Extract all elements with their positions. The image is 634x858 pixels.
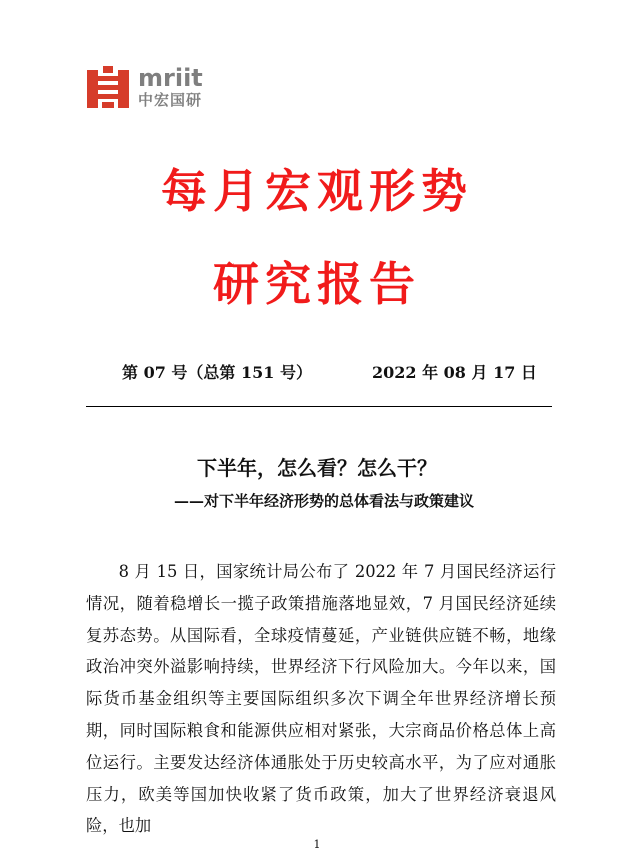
article-paragraph: 8 月 15 日，国家统计局公布了 2022 年 7 月国民经济运行情况，随着稳增长一揽子政策措施落地显效，7 月国民经济延续复苏态势。从国际看，全球疫情蔓延，产业链供应链不畅，地缘政治冲突外溢影响持续，世界经济下行风险加大。今年以来，国际货币基金组织等主要国际组织多次下调全年世界经济增长预期，同时国际粮食和能源供应相对紧张，大宗商品价格总体上高位运行。主要发达经济体通胀处于历史较高水平，为了应对通胀压力，欧美等国加快收紧了货币政策，加大了世界经济衰退风险，也加 bbox=[86, 562, 556, 836]
article-body bbox=[86, 556, 556, 842]
mriit-logo-mark-icon bbox=[86, 66, 130, 110]
article-subheading: ——对下半年经济形势的总体看法与政策建议 bbox=[173, 492, 474, 510]
page-number: 1 bbox=[313, 838, 321, 851]
article-heading: 下半年，怎么看？怎么干？ bbox=[197, 456, 437, 480]
issue-number: 第 07 号（总第 151 号） bbox=[122, 363, 312, 382]
report-title-line1: 每月宏观形势 bbox=[161, 164, 473, 218]
company-logo bbox=[86, 66, 226, 110]
issue-info bbox=[0, 362, 634, 384]
report-title-line2: 研究报告 bbox=[213, 257, 421, 311]
logo-brand-cn: 中宏国研 bbox=[138, 91, 203, 109]
header-divider bbox=[86, 406, 552, 407]
issue-date: 2022 年 08 月 17 日 bbox=[372, 363, 537, 382]
logo-brand-en: mriit bbox=[138, 64, 203, 92]
